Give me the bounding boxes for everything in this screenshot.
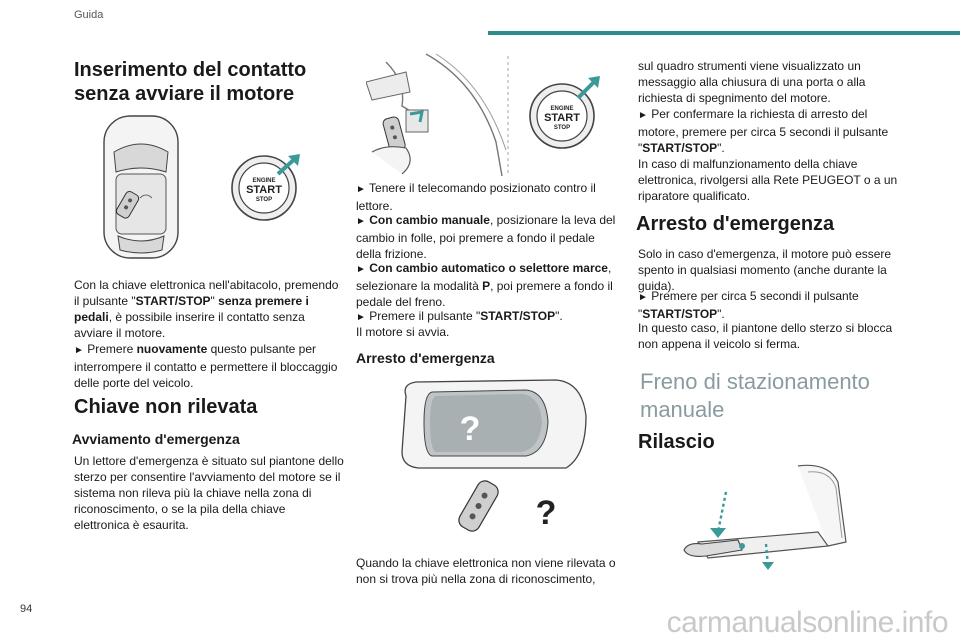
paragraph-press-5-seconds: ► Premere per circa 5 secondi il pulsante "START/STOP". [638,289,859,321]
header-accent-bar [488,31,960,35]
start-label-2: START [544,112,580,124]
heading-emergency-stop: Arresto d'emergenza [636,213,835,235]
parking-brake-illustration [678,462,878,572]
engine-label: ENGINE [252,178,276,184]
paragraph-ignition: Con la chiave elettronica nell'abitacolo, premendo il pulsante "START/STOP" senza premere i pedali, è possibile inserire il contatto senza avviare il motore. [74,278,339,340]
paragraph-key-not-detected-start: Quando la chiave elettronica non viene rilevata o non si trova più nella zona di riconoscimento, [356,556,616,586]
subheading-emergency-start: Avviamento d'emergenza [72,431,240,447]
paragraph-malfunction: In caso di malfunzionamento della chiave elettronica, rivolgersi alla Rete PEUGEOT o a un riparatore qualificato. [638,157,898,203]
heading-parking-brake [640,368,870,424]
question-mark-key: ? [535,494,557,532]
paragraph-steering-lock: In questo caso, il piantone dello sterzo si blocca non appena il veicolo si ferma. [638,321,893,351]
heading-line-2: senza avviare il motore [74,83,295,105]
step-manual-gearbox: ► Con cambio manuale, posizionare la leva del cambio in folle, poi premere a fondo il pedale della frizione. [356,213,616,261]
start-stop-button-illustration-2 [528,72,608,154]
engine-starts-text: Il motore si avvia. [356,325,450,339]
stop-label: STOP [255,197,273,203]
step-press-start-stop: ► Premere il pulsante "START/STOP". [356,309,563,323]
engine-label-2: ENGINE [550,106,574,112]
paragraph-dashboard-message: sul quadro strumenti viene visualizzato un messaggio alla chiusura di una porta o alla richiesta di spegnimento del motore. [638,59,866,105]
paragraph-confirm-stop: ► Per confermare la richiesta di arresto del motore, premere per circa 5 secondi il pulsante "START/STOP". [638,107,889,155]
car-key-question-illustration [396,376,596,542]
heading-line-1: Freno di stazionamento [640,369,870,394]
heading-ignition-no-start [74,58,306,106]
section-label: Guida [74,9,104,21]
watermark: carmanualsonline.info [666,606,948,639]
start-stop-button-illustration [228,152,308,222]
heading-line-1: Inserimento del contatto [74,59,307,81]
subheading-emergency-stop: Arresto d'emergenza [356,350,495,366]
paragraph-emergency-reader: Un lettore d'emergenza è situato sul piantone dello sterzo per consentire l'avviamento del motore se il sistema non rileva più la chiave nella zona di riconoscimento, o se la pila della chiave elettronica è esaurita. [74,454,344,532]
paragraph-emergency-only: Solo in caso d'emergenza, il motore può essere spento in qualsiasi momento (anche durante la guida). [638,247,892,293]
start-label: START [246,184,282,196]
car-top-view-key-illustration [100,112,182,262]
heading-key-not-detected: Chiave non rilevata [74,396,258,418]
heading-line-2: manuale [640,397,725,422]
step-automatic-gearbox: ► Con cambio automatico o selettore marce, selezionare la modalità P, poi premere a fondo il pedale del freno. [356,261,613,309]
heading-release: Rilascio [638,431,715,453]
paragraph-press-again: ► Premere nuovamente questo pulsante per interrompere il contatto e permettere il bloccaggio delle porte del veicolo. [74,342,338,390]
step-hold-remote: ► Tenere il telecomando posizionato contro il lettore. [356,181,596,213]
question-mark-car: ? [459,410,481,448]
page-number: 94 [20,603,33,615]
stop-label-2: STOP [553,125,571,131]
steering-column-key-illustration [366,52,526,176]
